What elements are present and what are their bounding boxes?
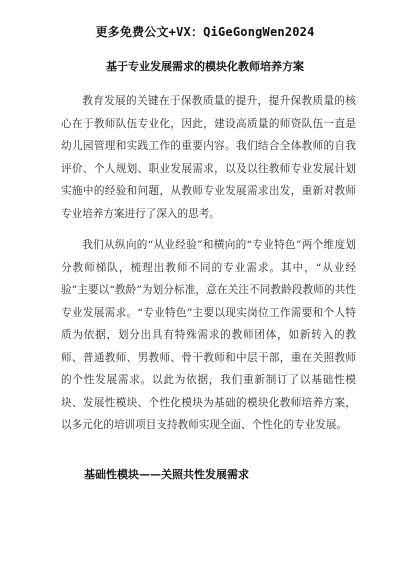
body-paragraph: 我们从纵向的“从业经验”和横向的“专业特色”两个维度划分教师梯队，梳理出教师不同的专业需求。其中，“从业经验”主要以“教龄”为划分标准，意在关注不同教龄段教师的共性专业发展需求。“专业特色”主要以现实岗位工作需要和个人特质为依据，划分出具有特殊需求的教师团体，如新转入的教师、普通教师、男教师、骨干教师和中层干部，重在关照教师的个性发展需求。以此为依据，我们重新制订了以基础性模块、发展性模块、个性化模块为基础的模块化教师培养方案，以多元化的培训项目支持教师实现全面、个性化的专业发展。 (61, 239, 356, 431)
section-heading: 基础性模块——关照共性发展需求 (84, 468, 249, 481)
document-title: 基于专业发展需求的模块化教师培养方案 (106, 60, 304, 73)
body-paragraph: 教育发展的关键在于保教质量的提升，提升保教质量的核心在于教师队伍专业化，因此，建设高质量的师资队伍一直是幼儿园管理和实践工作的重要内容。我们结合全体教师的自我评价、个人规划、职业发展需求，以及以往教师专业发展计划实施中的经验和问题，从教师专业发展需求出发，重新对教师专业培养方案进行了深入的思考。 (61, 95, 356, 220)
promo-header: 更多免费公文+VX：QiGeGongWen2024 (95, 25, 315, 39)
